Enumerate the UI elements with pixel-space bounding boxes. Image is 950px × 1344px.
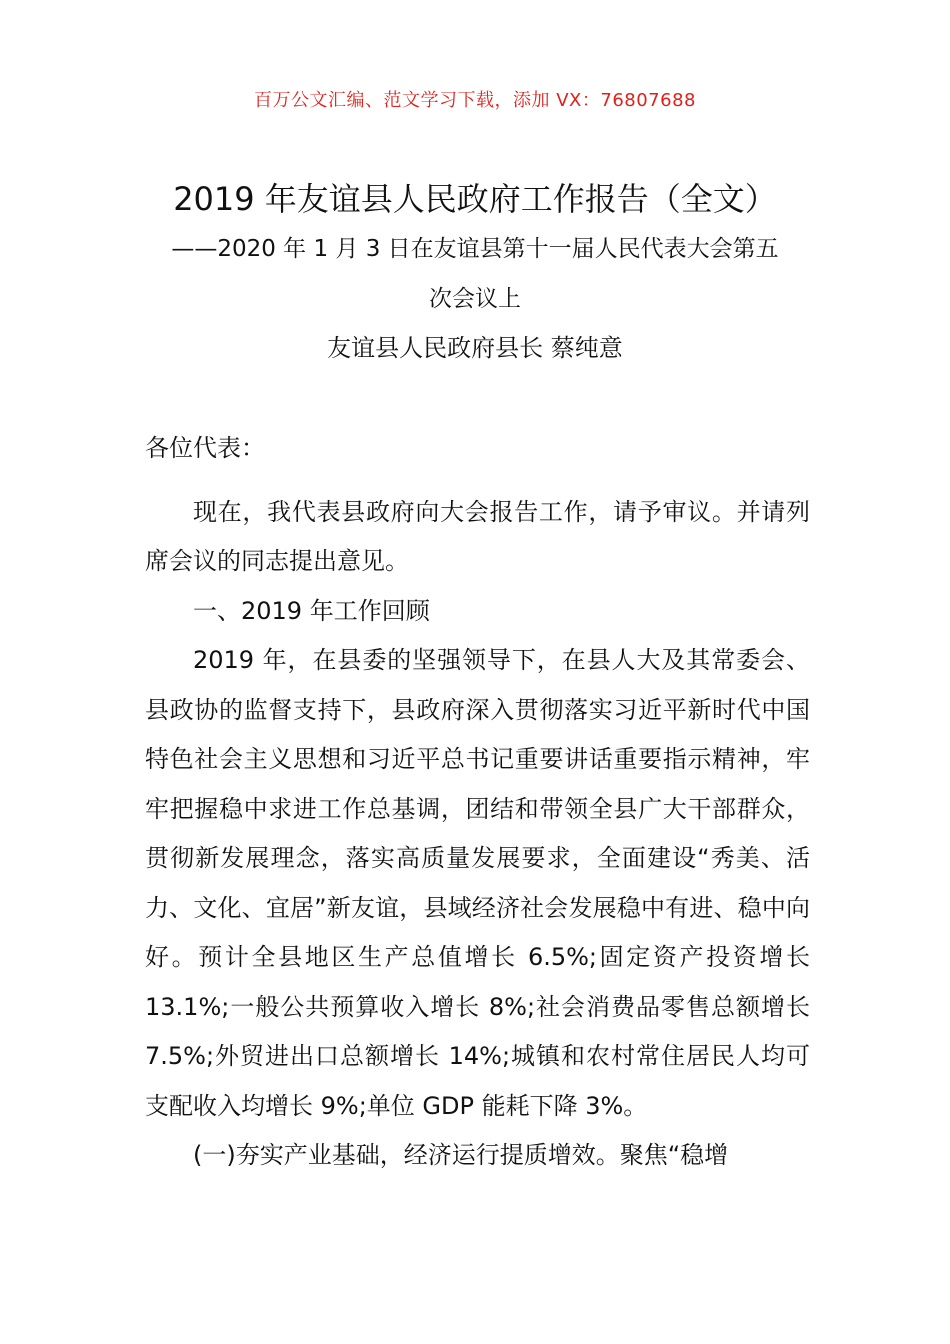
- paragraph-subsection: (一)夯实产业基础，经济运行提质增效。聚焦“稳增: [193, 1141, 729, 1169]
- subtitle-line-1: ——2020 年 1 月 3 日在友谊县第十一届人民代表大会第五: [171, 236, 779, 262]
- author-line: 友谊县人民政府县长 蔡纯意: [327, 334, 623, 362]
- salutation: 各位代表：: [145, 434, 265, 462]
- section-heading: 一、2019 年工作回顾: [193, 596, 430, 625]
- header-promo-note: 百万公文汇编、范文学习下载，添加 VX：76807688: [254, 90, 696, 111]
- paragraph-review: 2019 年，在县委的坚强领导下，在县人大及其常委会、县政协的监督支持下，县政府深入贯彻落实习近平新时代中国特色社会主义思想和习近平总书记重要讲话重要指示精神，牢牢把握稳中求进工作总基调，团结和带领全县广大干部群众，贯彻新发展理念，落实高质量发展要求，全面建设“秀美、活力、文化、宜居”新友谊，县域经济社会发展稳中有进、稳中向好。预计全县地区生产总值增长 6.5%;固定资产投资增长 13.1%;一般公共预算收入增长 8%;社会消费品零售总额增长 7.5%;外贸进出口总额增长 14%;城镇和农村常住居民人均可支配收入均增长 9%;单位 GDP 能耗下降 3%。: [145, 646, 810, 1120]
- document-body: [145, 424, 810, 1181]
- document-title: 2019 年友谊县人民政府工作报告（全文）: [173, 180, 777, 218]
- paragraph-opening: 现在，我代表县政府向大会报告工作，请予审议。并请列席会议的同志提出意见。: [145, 497, 810, 575]
- subtitle-line-2: 次会议上: [429, 286, 521, 312]
